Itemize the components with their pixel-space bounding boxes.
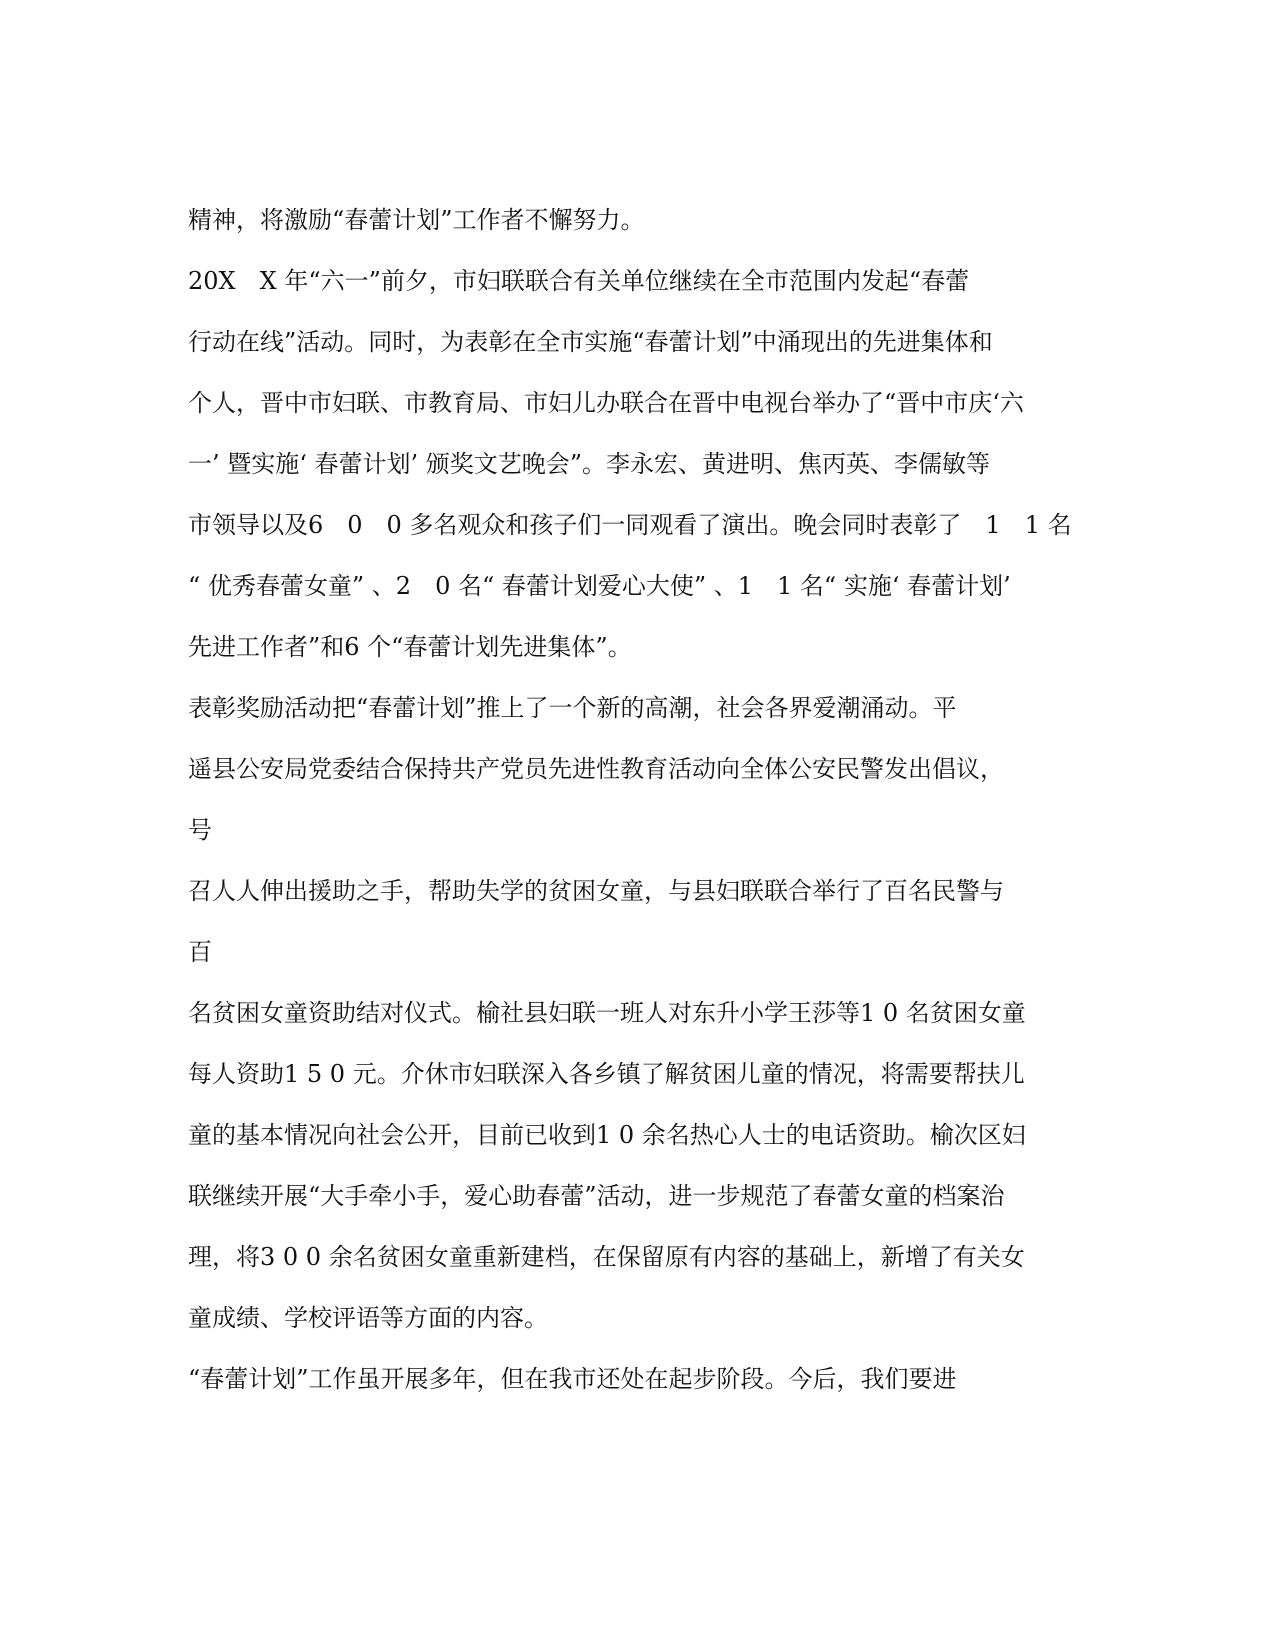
paragraph-line: 童成绩、学校评语等方面的内容。 bbox=[188, 1304, 548, 1332]
paragraph-line: 遥县公安局党委结合保持共产党员先进性教育活动向全体公安民警发出倡议， bbox=[188, 755, 1004, 783]
paragraph-line: 童的基本情况向社会公开，目前已收到1 0 余名热心人士的电话资助。榆次区妇 bbox=[188, 1121, 1026, 1149]
paragraph-line: 精神，将激励“春蕾计划”工作者不懈努力。 bbox=[188, 206, 645, 234]
paragraph-line: 号 bbox=[188, 816, 212, 844]
paragraph-line: 每人资助1 5 0 元。介休市妇联深入各乡镇了解贫困儿童的情况，将需要帮扶儿 bbox=[188, 1060, 1025, 1088]
paragraph-line: 表彰奖励活动把“春蕾计划”推上了一个新的高潮，社会各界爱潮涌动。平 bbox=[188, 694, 957, 722]
paragraph-line: “春蕾计划”工作虽开展多年，但在我市还处在起步阶段。今后，我们要进 bbox=[188, 1365, 957, 1393]
paragraph-line: 召人人伸出援助之手，帮助失学的贫困女童，与县妇联联合举行了百名民警与 bbox=[188, 877, 1004, 905]
paragraph-line: 百 bbox=[188, 938, 212, 966]
paragraph-line: 市领导以及6 0 0 多名观众和孩子们一同观看了演出。晚会同时表彰了 1 1 名 bbox=[188, 511, 1072, 539]
paragraph-line: 行动在线”活动。同时，为表彰在全市实施“春蕾计划”中涌现出的先进集体和 bbox=[188, 328, 993, 356]
paragraph-line: 名贫困女童资助结对仪式。榆社县妇联一班人对东升小学王莎等1 0 名贫困女童 bbox=[188, 999, 1026, 1027]
paragraph-line: 先进工作者”和6 个“春蕾计划先进集体”。 bbox=[188, 633, 632, 661]
paragraph-line: 个人，晋中市妇联、市教育局、市妇儿办联合在晋中电视台举办了“晋中市庆‘六 bbox=[188, 389, 1024, 417]
paragraph-line: 一’ 暨实施‘ 春蕾计划’ 颁奖文艺晚会”。李永宏、黄进明、焦丙英、李儒敏等 bbox=[188, 450, 991, 478]
paragraph-line: 20X X 年“六一”前夕，市妇联联合有关单位继续在全市范围内发起“春蕾 bbox=[188, 267, 970, 295]
paragraph-line: “ 优秀春蕾女童” 、2 0 名“ 春蕾计划爱心大使” 、1 1 名“ 实施‘ 春蕾计划’ bbox=[188, 572, 1011, 600]
paragraph-line: 联继续开展“大手牵小手，爱心助春蕾”活动，进一步规范了春蕾女童的档案治 bbox=[188, 1182, 1005, 1210]
paragraph-line: 理，将3 0 0 余名贫困女童重新建档，在保留原有内容的基础上，新增了有关女 bbox=[188, 1243, 1025, 1271]
